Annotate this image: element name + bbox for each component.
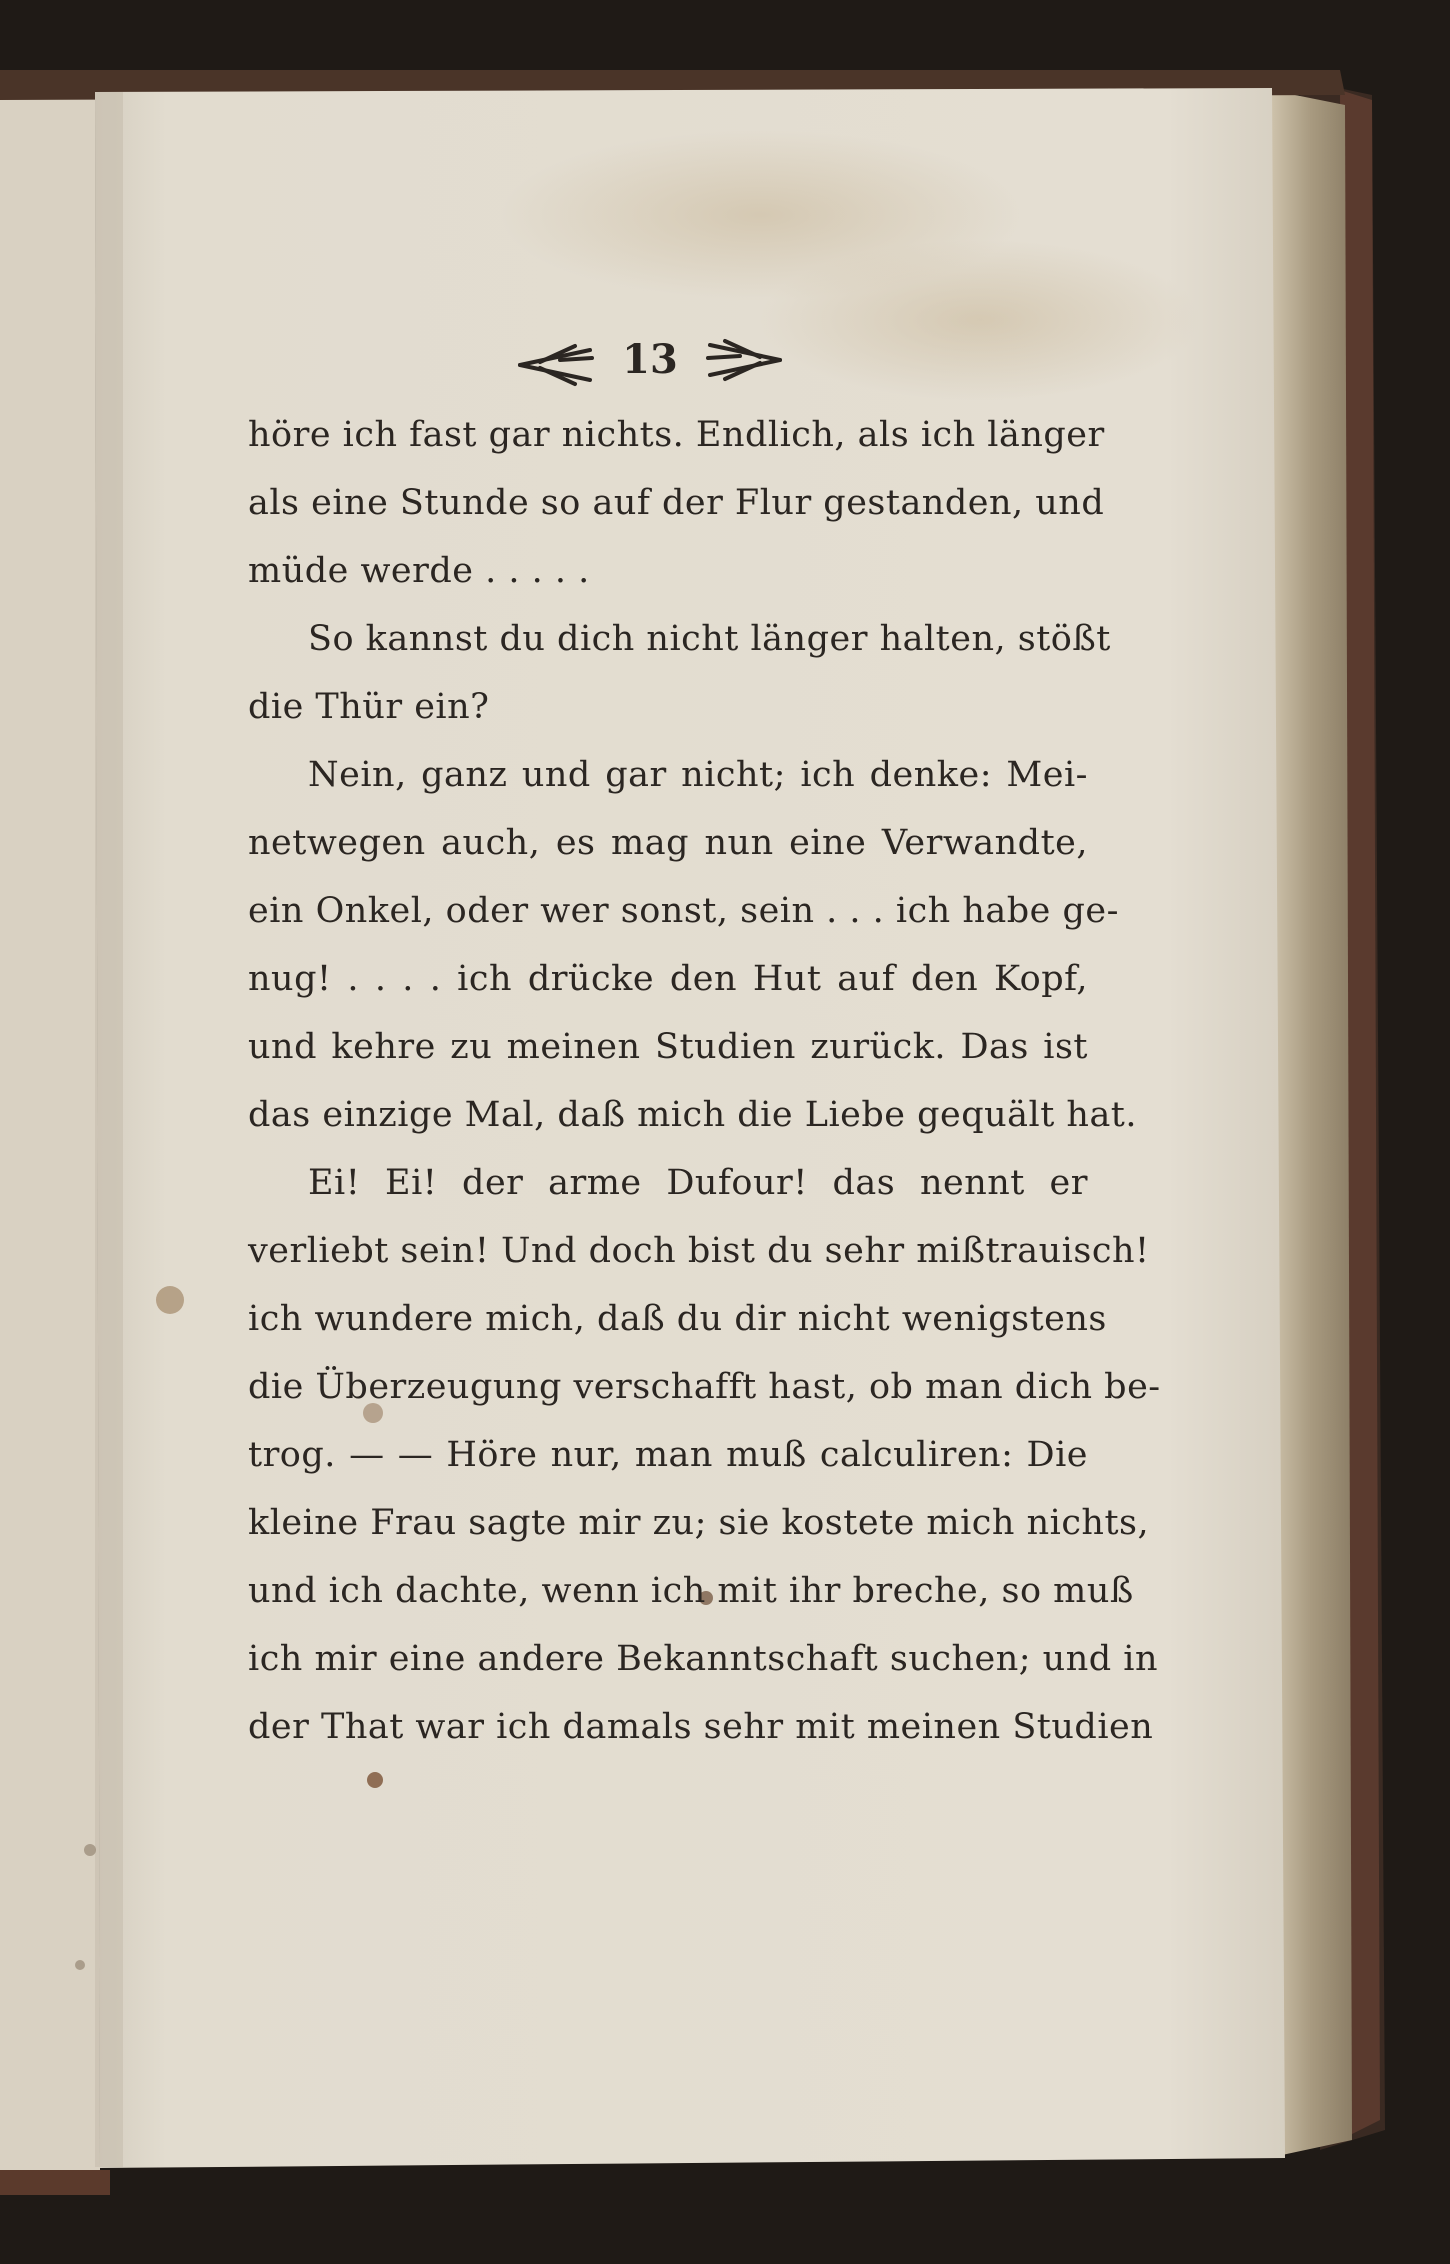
text-line: und kehre zu meinen Studien zurück. Das ist xyxy=(248,1027,1088,1067)
text-line: So kannst du dich nicht länger halten, stößt xyxy=(308,619,1111,659)
text-line: die Thür ein? xyxy=(248,687,490,727)
text-line: nug! . . . . ich drücke den Hut auf den Kopf, xyxy=(248,959,1088,999)
text-line: und ich dachte, wenn ich mit ihr breche, so muß xyxy=(248,1571,1134,1611)
text-line: Nein, ganz und gar nicht; ich denke: Mei- xyxy=(308,755,1088,795)
text-line: als eine Stunde so auf der Flur gestanden, und xyxy=(248,483,1105,523)
left-page xyxy=(0,92,100,2175)
text-line: ich wundere mich, daß du dir nicht wenigstens xyxy=(248,1299,1107,1339)
text-line: netwegen auch, es mag nun eine Verwandte, xyxy=(248,823,1088,863)
text-line: das einzige Mal, daß mich die Liebe gequält hat. xyxy=(248,1095,1138,1135)
page-number: 13 xyxy=(622,336,678,383)
text-line: trog. — — Höre nur, man muß calculiren: Die xyxy=(248,1435,1088,1475)
text-line: Ei! Ei! der arme Dufour! das nennt er xyxy=(308,1163,1088,1203)
text-line: verliebt sein! Und doch bist du sehr mißtrauisch! xyxy=(248,1231,1150,1271)
text-line: höre ich fast gar nichts. Endlich, als ich länger xyxy=(248,415,1105,455)
text-line: der That war ich damals sehr mit meinen Studien xyxy=(248,1707,1154,1747)
text-line: kleine Frau sagte mir zu; sie kostete mich nichts, xyxy=(248,1503,1150,1543)
text-line: müde werde . . . . . xyxy=(248,551,590,591)
page-header xyxy=(515,330,785,390)
text-line: ein Onkel, oder wer sonst, sein . . . ich habe ge- xyxy=(248,891,1119,931)
text-line: die Überzeugung verschafft hast, ob man dich be- xyxy=(248,1367,1161,1407)
text-line: ich mir eine andere Bekanntschaft suchen; und in xyxy=(248,1639,1159,1679)
